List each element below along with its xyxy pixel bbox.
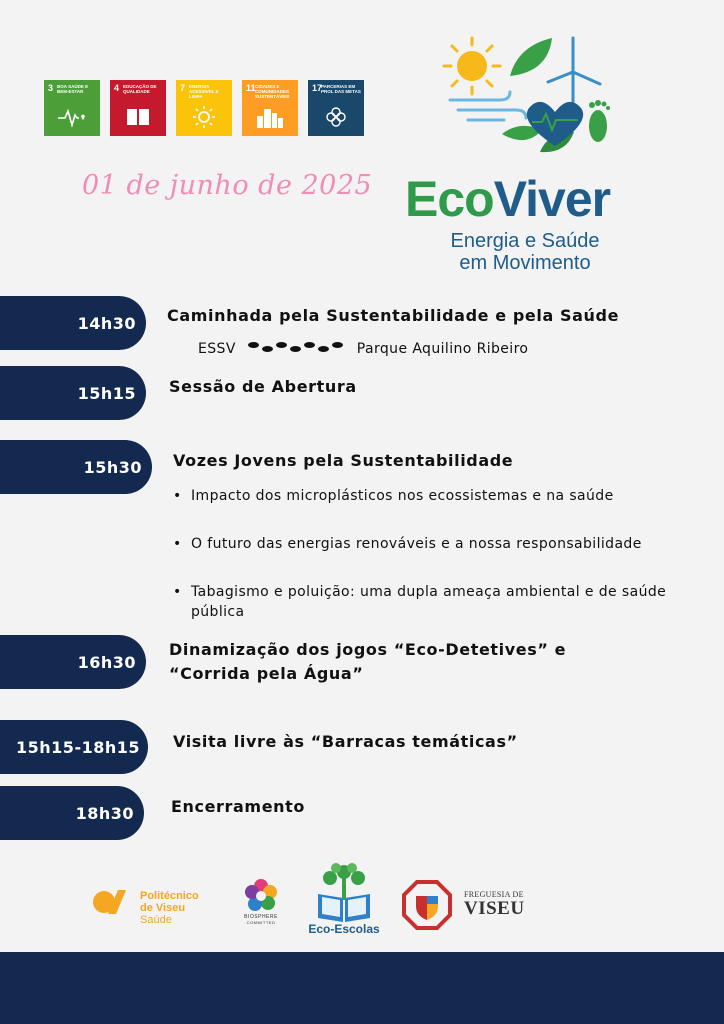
time-label: 16h30 [77,652,136,672]
time-label: 14h30 [77,313,136,333]
sdg-label: CIDADES E COMUNIDADES SUSTENTÁVEIS [255,84,290,99]
sdg-badge-3 [44,80,100,136]
book-icon [124,106,152,128]
time-pill [0,366,146,420]
sun-icon [444,38,500,94]
list-item: • Tabagismo e poluição: uma dupla ameaça ambiental e de saúde pública [173,582,691,622]
logo-subtitle-line1: Energia e Saúde [450,230,600,252]
time-label: 15h30 [83,457,142,477]
eco-escolas-label: Eco-Escolas [308,922,380,936]
list-item: • Impacto dos microplásticos nos ecossistemas e na saúde [173,486,711,506]
politecnico-unit: Saúde [140,914,172,926]
event-date: 01 de junho de 2025 [82,170,373,201]
logo-title [405,172,645,226]
event-title [169,638,566,686]
event-title: Encerramento [171,797,305,816]
city-icon [256,106,284,128]
biosphere-flower-icon [243,878,279,914]
biosphere-label-line2: COMMITTED [246,920,276,925]
time-pill [0,296,146,350]
event-title-line1: Dinamização dos jogos “Eco-Detetives” e [169,640,567,659]
event-title: Sessão de Abertura [169,377,357,396]
freguesia-label-line2: VISEU [464,898,525,919]
sdg-badges [44,80,364,136]
route-end: Parque Aquilino Ribeiro [356,341,529,357]
sun-icon [190,106,218,128]
wind-turbine-icon [548,38,600,104]
sdg-number: 17 [312,83,323,93]
heartbeat-icon [58,106,86,128]
politecnico-name-line1: Politécnico [140,890,199,902]
time-pill [0,786,144,840]
event-title: Vozes Jovens pela Sustentabilidade [173,451,514,470]
footprint-icon [589,100,610,142]
walk-route [198,341,528,357]
tree-book-icon [312,862,376,924]
flower-icon [322,106,350,128]
sdg-number: 7 [180,83,186,93]
viseu-crest-icon [402,880,452,930]
politecnico-name-line2: de Viseu [140,902,186,914]
sdg-number: 3 [48,83,54,93]
wind-icon [450,92,526,120]
list-item: • O futuro das energias renováveis e a nossa responsabilidade [173,534,711,554]
time-pill [0,635,146,689]
politecnico-mark-icon [92,888,128,916]
logo-subtitle [420,230,630,274]
logo-title-eco: Eco [405,171,494,227]
route-start: ESSV [198,341,236,357]
footer-band [0,952,724,1024]
time-label: 15h15 [77,383,136,403]
sdg-number: 4 [114,83,120,93]
sdg-label: ENERGIA ACESSÍVEL E LIMPA [189,84,219,99]
sdg-badge-4 [110,80,166,136]
time-pill [0,720,148,774]
sdg-label: PARCERIAS EM PROL DAS METAS [321,84,361,94]
time-pill [0,440,152,494]
sdg-badge-7 [176,80,232,136]
sdg-badge-17 [308,80,364,136]
footsteps-icon [248,346,343,352]
leaf-icon [510,38,552,76]
sdg-number: 11 [246,83,256,93]
sdg-label: EDUCAÇÃO DE QUALIDADE [123,84,157,94]
time-label: 18h30 [75,803,134,823]
time-label: 15h15-18h15 [16,737,140,757]
event-title: Visita livre às “Barracas temáticas” [173,732,518,751]
sdg-badge-11 [242,80,298,136]
ecoviver-logo-art [440,30,630,170]
sdg-label: BOA SAÚDE E BEM-ESTAR [57,84,89,94]
biosphere-logo [236,878,286,925]
biosphere-label-line1: BIOSPHERE [244,914,278,920]
event-title: Caminhada pela Sustentabilidade e pela Saúde [167,306,620,325]
logo-subtitle-line2: em Movimento [459,252,591,274]
freguesia-label-line1: FREGUESIA DE [464,890,524,899]
logo-title-viver: Viver [493,171,611,227]
eco-escolas-logo [304,862,384,936]
event-title-line2: “Corrida pela Água” [169,664,364,683]
